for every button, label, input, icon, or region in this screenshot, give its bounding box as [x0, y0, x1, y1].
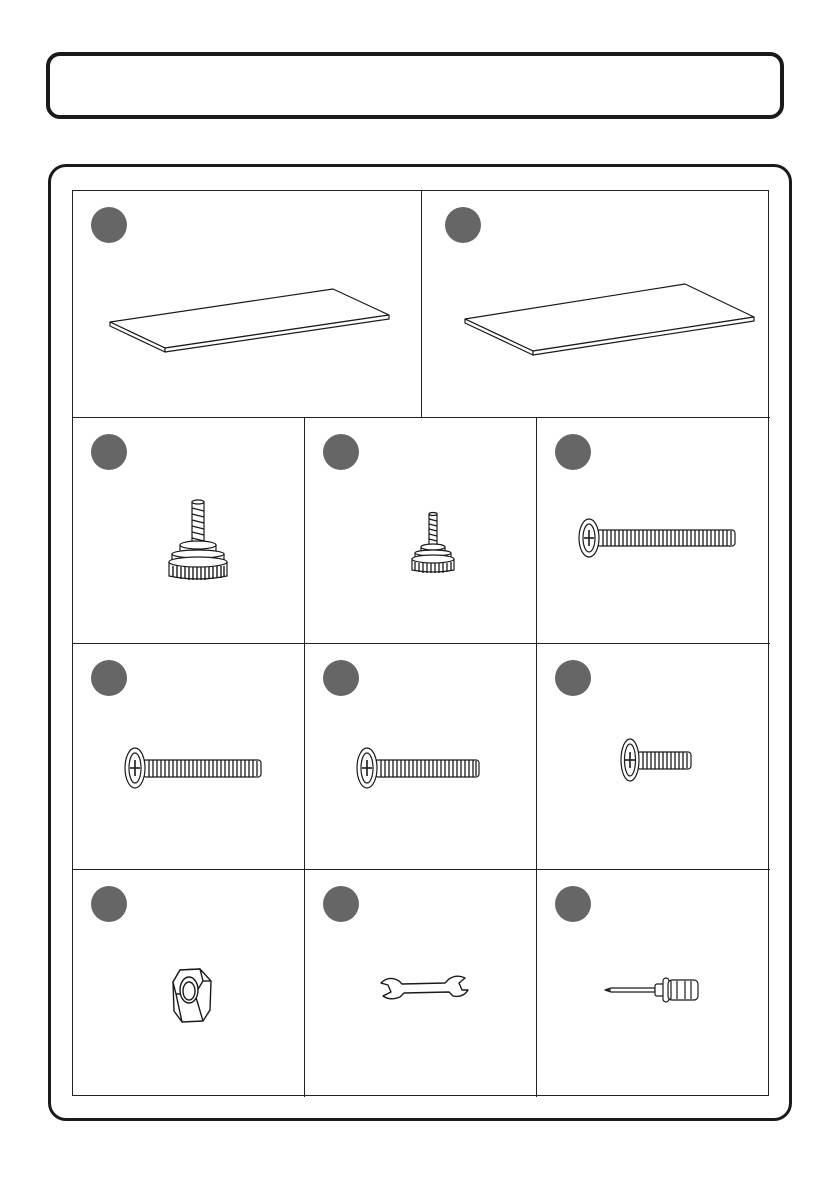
- wrench-icon: [305, 870, 537, 1097]
- panel-board-icon: [422, 191, 770, 418]
- phillips-bolt-icon: [537, 644, 770, 870]
- hex-nut-icon: [73, 870, 305, 1097]
- part-cell-leveler-small: [305, 418, 537, 644]
- part-cell-bolt-medium-2: [305, 644, 537, 870]
- phillips-bolt-icon: [73, 644, 305, 870]
- parts-grid: [72, 190, 769, 1096]
- panel-board-icon: [73, 191, 422, 418]
- phillips-bolt-icon: [305, 644, 537, 870]
- part-cell-panel-2: [422, 191, 770, 418]
- leveling-foot-icon: [73, 418, 305, 644]
- part-cell-leveler-large: [73, 418, 305, 644]
- part-cell-bolt-medium-1: [73, 644, 305, 870]
- part-cell-panel-1: [73, 191, 422, 418]
- part-cell-bolt-short: [537, 644, 770, 870]
- leveling-foot-icon: [305, 418, 537, 644]
- part-cell-hex-nut: [73, 870, 305, 1097]
- title-box: [46, 52, 784, 119]
- part-cell-wrench: [305, 870, 537, 1097]
- phillips-bolt-icon: [537, 418, 770, 644]
- screwdriver-icon: [537, 870, 770, 1097]
- part-cell-bolt-long: [537, 418, 770, 644]
- part-cell-screwdriver: [537, 870, 770, 1097]
